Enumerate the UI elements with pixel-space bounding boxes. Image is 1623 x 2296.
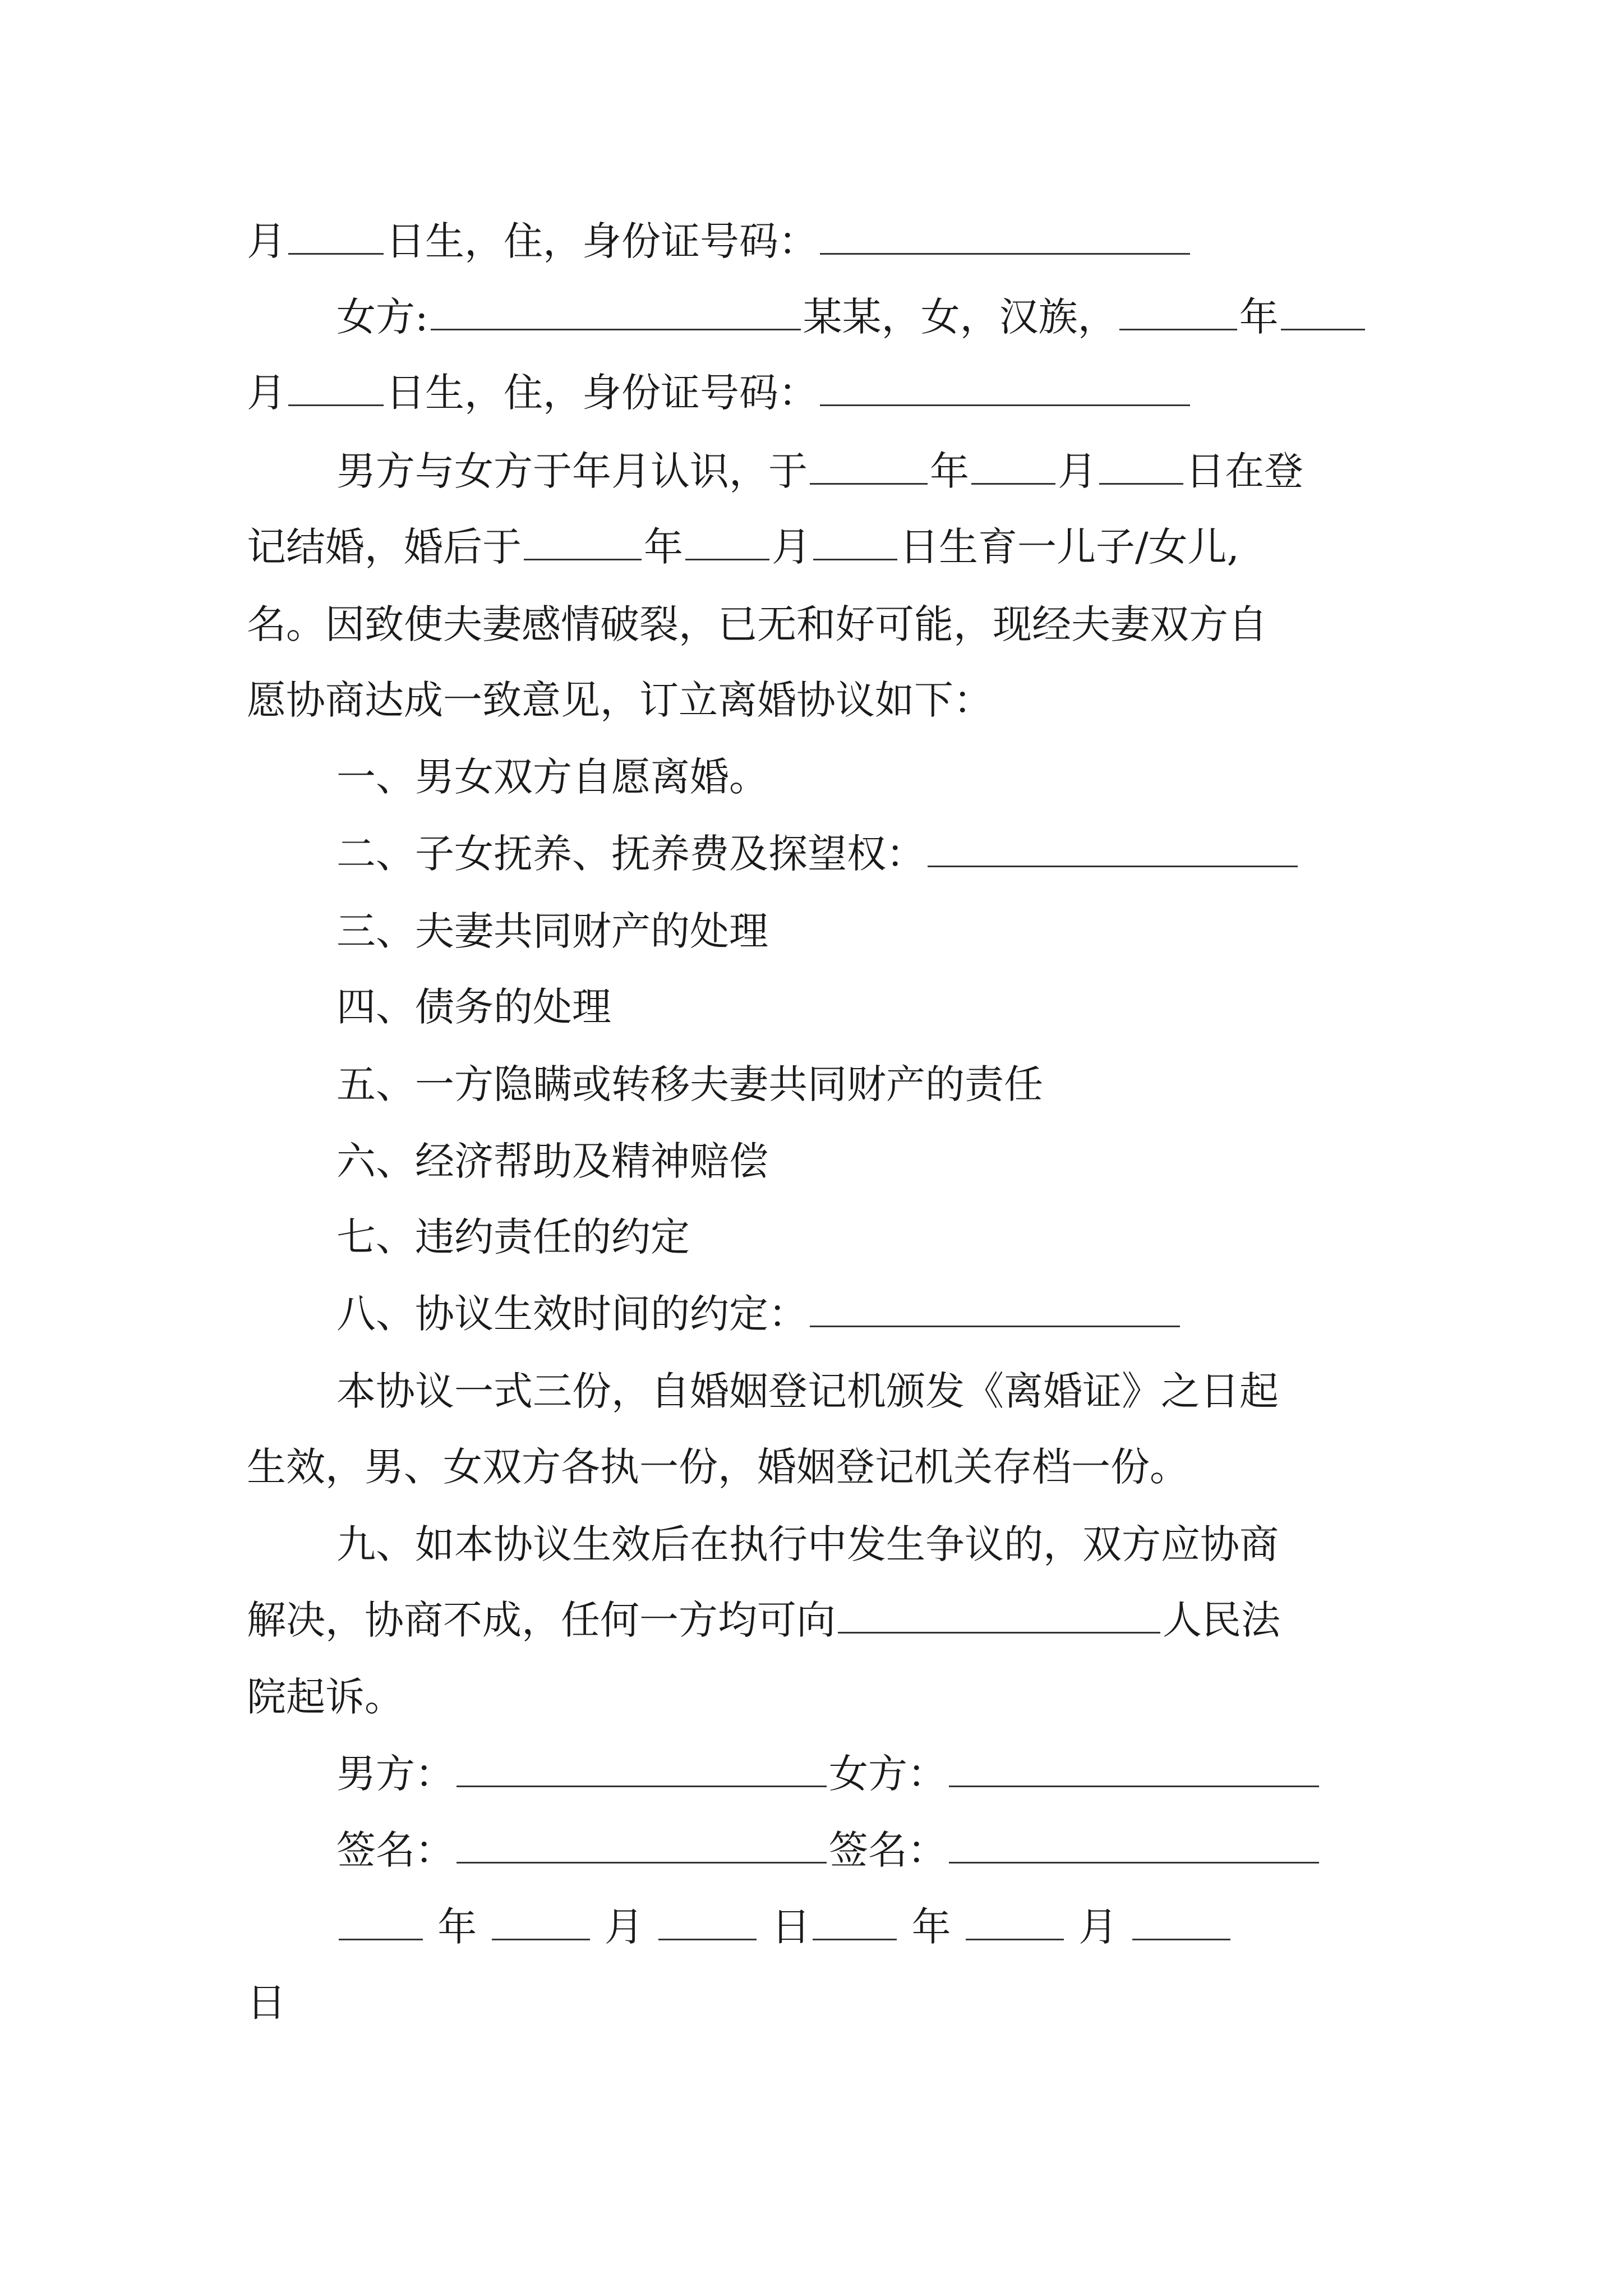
fill-blank[interactable] — [339, 1902, 423, 1940]
fill-blank[interactable] — [928, 829, 1298, 867]
female-sign-blank[interactable] — [949, 1825, 1319, 1864]
text-line — [247, 365, 1192, 421]
list-item: 一、男女双方自愿离婚。 — [336, 754, 768, 800]
list-item: 七、违约责任的约定 — [336, 1214, 690, 1260]
male-label: 男方： — [336, 1751, 454, 1797]
list-item: 三、夫妻共同财产的处理 — [336, 908, 768, 954]
list-item: 六、经济帮助及精神赔偿 — [336, 1138, 768, 1184]
fill-blank[interactable] — [492, 1902, 590, 1940]
month-label: 月 — [1078, 1904, 1118, 1950]
male-sign-label: 签名： — [336, 1827, 454, 1873]
text-segment: 记结婚，婚后于 — [247, 524, 522, 570]
fill-blank[interactable] — [813, 522, 897, 560]
text-line — [247, 519, 1239, 575]
text-segment: 人民法 — [1163, 1597, 1280, 1643]
date-row — [336, 1899, 1233, 1955]
fill-blank[interactable] — [813, 1902, 897, 1940]
fill-blank[interactable] — [1099, 446, 1183, 485]
female-label: 女方： — [829, 1751, 947, 1797]
text-segment: 年 — [644, 524, 683, 570]
text-segment: 日生，住，身份证号码： — [386, 370, 818, 416]
text-segment: 某某，女，汉族， — [803, 294, 1117, 340]
signature-row — [336, 1822, 1321, 1878]
fill-blank[interactable] — [1281, 292, 1365, 330]
fill-blank[interactable] — [1132, 1902, 1230, 1940]
text-segment: 月 — [772, 524, 811, 570]
fill-blank[interactable] — [658, 1902, 757, 1940]
text-segment: 日生育一儿子/女儿, — [900, 524, 1239, 570]
text-line — [247, 213, 1192, 269]
text-line: 院起诉。 — [247, 1674, 404, 1720]
text-segment: 解决，协商不成，任何一方均可向 — [247, 1597, 836, 1643]
fill-blank[interactable] — [288, 367, 384, 406]
male-blank[interactable] — [457, 1749, 827, 1787]
day-label: 日 — [771, 1904, 811, 1950]
text-segment: 二、子女抚养、抚养费及探望权： — [336, 831, 925, 877]
fill-blank[interactable] — [820, 216, 1190, 255]
text-segment: 男方与女方于年月认识，于 — [336, 448, 808, 494]
female-blank[interactable] — [949, 1749, 1319, 1787]
fill-blank[interactable] — [685, 522, 769, 560]
fill-blank[interactable] — [810, 1289, 1180, 1327]
fill-blank[interactable] — [966, 1902, 1064, 1940]
text-segment: 女方: — [336, 294, 428, 340]
fill-blank[interactable] — [431, 292, 801, 330]
text-line — [336, 443, 1303, 499]
text-segment: 年 — [930, 448, 969, 494]
list-item: 五、一方隐瞒或转移夫妻共同财产的责任 — [336, 1061, 1043, 1107]
fill-blank[interactable] — [838, 1595, 1160, 1634]
text-line: 九、如本协议生效后在执行中发生争议的，双方应协商 — [336, 1521, 1279, 1567]
text-segment: 八、协议生效时间的约定： — [336, 1291, 808, 1337]
text-segment: 月 — [247, 218, 286, 264]
year-label: 年 — [437, 1904, 477, 1950]
text-line — [247, 1592, 1280, 1648]
text-segment: 日生，住，身份证号码： — [386, 218, 818, 264]
month-label: 月 — [604, 1904, 644, 1950]
year-label: 年 — [911, 1904, 951, 1950]
fill-blank[interactable] — [971, 446, 1055, 485]
text-line: 本协议一式三份，自婚姻登记机颁发《离婚证》之日起 — [336, 1368, 1279, 1414]
list-item — [336, 826, 1300, 882]
fill-blank[interactable] — [288, 216, 384, 255]
text-line: 名。因致使夫妻感情破裂，已无和好可能，现经夫妻双方自 — [247, 601, 1267, 647]
list-item — [336, 1286, 1182, 1342]
signature-row — [336, 1746, 1321, 1802]
text-line: 愿协商达成一致意见，订立离婚协议如下： — [247, 677, 993, 723]
list-item: 四、债务的处理 — [336, 984, 611, 1030]
female-sign-label: 签名： — [829, 1827, 947, 1873]
text-line: 生效，男、女双方各执一份，婚姻登记机关存档一份。 — [247, 1444, 1189, 1490]
text-line: 日 — [247, 1980, 286, 2026]
text-segment: 月 — [247, 370, 286, 416]
fill-blank[interactable] — [810, 446, 928, 485]
fill-blank[interactable] — [524, 522, 642, 560]
fill-blank[interactable] — [820, 367, 1190, 406]
text-segment: 月 — [1058, 448, 1097, 494]
fill-blank[interactable] — [1119, 292, 1237, 330]
text-line — [336, 289, 1367, 345]
text-segment: 日在登 — [1186, 448, 1303, 494]
text-segment: 年 — [1239, 294, 1279, 340]
male-sign-blank[interactable] — [457, 1825, 827, 1864]
